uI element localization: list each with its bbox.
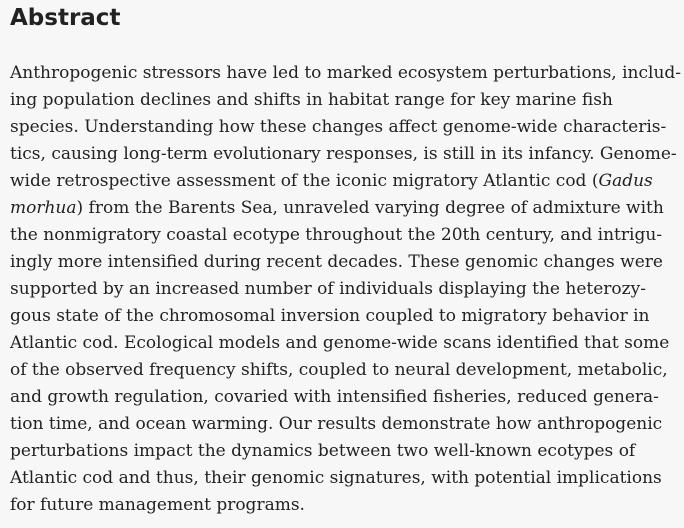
text-line: supported by an increased number of individuals displaying the heterozy- xyxy=(10,279,646,299)
text-line: for future management programs. xyxy=(10,495,305,515)
abstract-heading: Abstract xyxy=(10,5,121,31)
species-name-epithet: morhua xyxy=(10,198,77,218)
text-line: gous state of the chromosomal inversion coupled to migratory behavior in xyxy=(10,306,650,326)
text-line: Atlantic cod. Ecological models and genome-wide scans identified that some xyxy=(10,333,670,353)
abstract-body xyxy=(10,60,682,519)
text-line: Atlantic cod and thus, their genomic signatures, with potential implications xyxy=(10,468,662,488)
text-line: morhua) from the Barents Sea, unraveled varying degree of admixture with xyxy=(10,198,664,218)
species-name-genus: Gadus xyxy=(598,171,653,191)
text-line: perturbations impact the dynamics between two well-known ecotypes of xyxy=(10,441,636,461)
text-line: tics, causing long-term evolutionary responses, is still in its infancy. Genome- xyxy=(10,144,677,164)
text-line: ingly more intensified during recent decades. These genomic changes were xyxy=(10,252,663,272)
text-line: Anthropogenic stressors have led to marked ecosystem perturbations, includ- xyxy=(10,63,682,83)
text-line: wide retrospective assessment of the iconic migratory Atlantic cod (Gadus xyxy=(10,171,653,191)
text-line: and growth regulation, covaried with intensified fisheries, reduced genera- xyxy=(10,387,659,407)
text-line: of the observed frequency shifts, coupled to neural development, metabolic, xyxy=(10,360,668,380)
text-line: the nonmigratory coastal ecotype throughout the 20th century, and intrigu- xyxy=(10,225,663,245)
text-line: ing population declines and shifts in habitat range for key marine fish xyxy=(10,90,613,110)
text-line: species. Understanding how these changes affect genome-wide characteris- xyxy=(10,117,667,137)
text-line: tion time, and ocean warming. Our results demonstrate how anthropogenic xyxy=(10,414,663,434)
